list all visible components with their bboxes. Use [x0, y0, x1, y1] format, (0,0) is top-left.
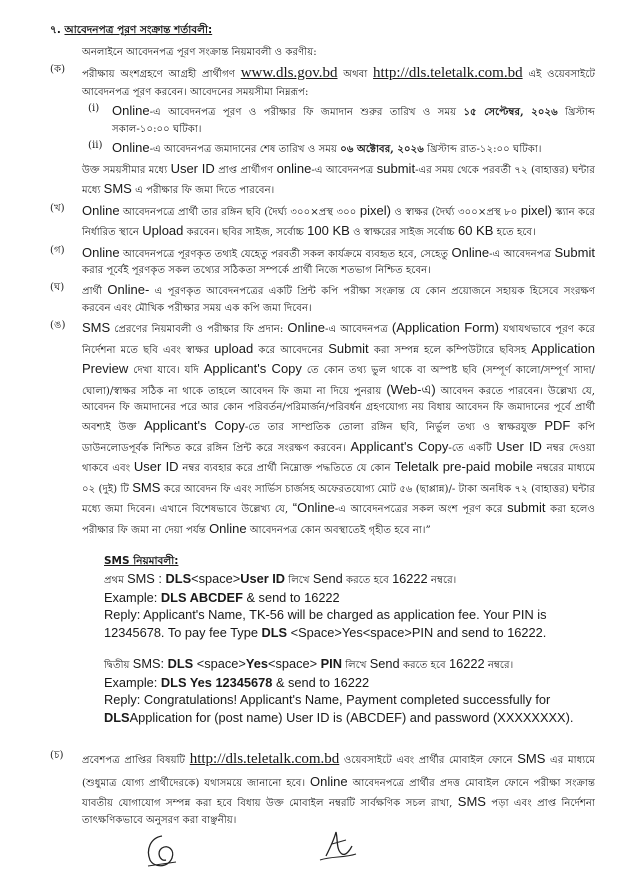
item-ga [50, 243, 595, 280]
text: করতে হবে [402, 659, 446, 671]
text: এ পূরণকৃত আবেদনপত্রের একটি প্রিন্ট কপি পরীক্ষা সংক্রান্ত যে কোন প্রয়োজনে সহায়ক হিসেবে সংরক্ষণ করবেন এবং মৌখিক পরীক্ষার সময় এক কপি জমা দিবেন। [82, 286, 595, 314]
text: হতে হবে। [496, 227, 536, 239]
text: করবেন। ছবির সাইজ, সর্বোচ্চ [186, 227, 304, 239]
item-text [82, 243, 595, 280]
text: -এ আবেদনপত্রের সকল অংশ পূরণ করে [334, 504, 503, 516]
text: Application Preview [82, 340, 595, 377]
text: SMS [82, 320, 111, 336]
text: Online [209, 520, 247, 536]
text: Upload [142, 223, 184, 239]
text: প্রাপ্ত প্রার্থীগণ [218, 164, 274, 176]
text: Application for (post name) User ID is (ABCDEF) and password (XXXXXXXX). [129, 709, 574, 725]
example-1 [104, 589, 595, 606]
text: প্রার্থী [82, 286, 103, 298]
text: আবেদনপত্রে প্রার্থীর প্রদত্ত মোবাইল ফোনে পরীক্ষা সংক্রান্ত যাবতীয় যোগাযোগ সম্পন্ন করা হবে বিধায় উক্ত মোবাইল নম্বরটি সার্বক্ষণিক সচল রাখা, [82, 777, 595, 810]
text: দ্বিতীয় [104, 659, 130, 671]
item-gha [50, 280, 595, 317]
text: আবেদনপত্র কোন অবস্থাতেই গৃহীত হবে না।” [249, 524, 431, 536]
text: নম্বর দেওয়া থাকবে এবং [82, 442, 595, 475]
text: প্রথম [104, 575, 124, 587]
text: আবেদন করতে পারবেন। উল্লেখ্য যে, আবেদন ফি জমাদানের পরে আর কোন পরিবর্তন/পরিমার্জন/পরিবর্ধন গ্রহণযোগ্য নয় বিধায় আবেদন ফি জমাদানের পূর্বে প্রার্থী অবশ্যই উক্ত [82, 385, 595, 434]
item-cha [50, 748, 595, 829]
text: User ID [133, 459, 179, 475]
text: Applicant's Copy [143, 418, 245, 434]
text: Send [369, 655, 400, 671]
text: করার পূর্বেই পূরণকৃত সকল তথ্যের সঠিকতা সম্পর্কে প্রার্থী নিজে শতভাগ নিশ্চিত হবেন। [82, 265, 431, 277]
text: 100 KB [307, 223, 350, 239]
signature-left-icon [142, 832, 182, 872]
text: -তে একটি [448, 442, 492, 454]
text: pixel) [520, 202, 552, 218]
text: নম্বরের মাধ্যমে ০২ (দুই) টি [82, 463, 595, 495]
text: Online [310, 773, 348, 789]
text: DLS Yes 12345678 [160, 675, 273, 691]
text: -এ আবেদনপত্র পূরণ ও পরীক্ষার ফি জমাদান শুরুর তারিখ ও সময় [149, 107, 457, 119]
item-text [82, 62, 595, 200]
second-sms [104, 655, 595, 726]
text: User ID [240, 571, 286, 587]
text: Online [287, 320, 325, 336]
text: DLS [165, 571, 192, 587]
text: SMS [103, 181, 132, 197]
signature-right-icon [316, 826, 360, 866]
text: পরীক্ষায় অংশগ্রহণে আগ্রহী প্রার্থীগণ [82, 68, 235, 80]
text: করা হলেও পরীক্ষার ফি জমা না দেয়া পর্যন্ত [82, 504, 595, 536]
text: “Online [292, 500, 335, 516]
text: DLS [167, 655, 194, 671]
text: Submit [554, 244, 595, 260]
text: DLS [261, 624, 288, 640]
text: ও স্বাক্ষর (দৈর্ঘ্য ৩০০×প্রস্থ ৮০ [394, 206, 518, 218]
text: SMS [517, 750, 546, 766]
text: upload [214, 340, 254, 356]
sms-rules-title [104, 553, 595, 570]
item-text [82, 748, 595, 829]
text: SMS : [127, 571, 166, 587]
text: DLS ABCDEF [160, 590, 243, 606]
text: (Web-এ) [386, 381, 436, 397]
text: খ্রিস্টাব্দ সকাল-১০:০০ ঘটিকা। [112, 107, 595, 136]
text: User ID [170, 160, 215, 176]
sub-label: (i) [88, 103, 100, 115]
text: Online- [107, 282, 150, 298]
text: পড়া এবং প্রাপ্ত নির্দেশনা তাৎক্ষণিকভাবে অনুসরণ করা বাঞ্ছনীয়। [82, 798, 595, 826]
text: করতে হবে [345, 575, 389, 587]
item-label: (খ) [50, 202, 65, 214]
text: -এ আবেদনপত্র [311, 164, 374, 176]
text: 16222 [392, 571, 428, 587]
text: অথবা [343, 68, 368, 80]
text: Online [82, 202, 120, 218]
sms-title-text: SMS নিয়মাবলী: [104, 555, 179, 568]
text: Teletalk pre-paid mobile [394, 459, 533, 475]
text: করা সম্পন্ন হলে কম্পিউটারে ছবিসহ [373, 344, 527, 356]
text: করে আবেদনের [258, 344, 324, 356]
text: Reply: Applicant's Name, TK-56 will be charged as application fee. Your PIN is 12345678. To pay fee Type [104, 607, 547, 640]
text: করে আবেদন ফি এবং সার্ভিস চার্জসহ অফেরতযোগ্য মোট ৫৬ (ছাপ্পান্ন)/- টাকা অনধিক ৭২ (বাহাত্তর) ঘন্টার মধ্যে জমা দিবেন। এখানে বিশেষভাবে উল্লেখ্য যে, [82, 483, 596, 516]
text: Applicant's Copy [350, 438, 449, 454]
text: <space> [191, 571, 241, 587]
text: & send to 16222 [272, 675, 370, 691]
text: Online [112, 140, 150, 156]
text: PIN [320, 655, 342, 671]
example-2 [104, 674, 595, 691]
text: লিখে [345, 659, 367, 671]
text: স্ক্যান করে নির্ধারিত স্থানে [82, 206, 595, 239]
text: -এ আবেদনপত্র [325, 324, 388, 336]
item-text [82, 318, 595, 539]
text: যথাযথভাবে পূরণ করে নির্দেশনা মতে ছবি এবং স্বাক্ষর [82, 324, 595, 356]
first-sms [104, 570, 595, 641]
text: Applicant's Copy [203, 361, 302, 377]
text: SMS [457, 794, 486, 810]
text: দেখা যাবে। যদি [133, 365, 199, 377]
section-number: ৭. [50, 24, 61, 36]
text: উক্ত সময়সীমার মধ্যে [82, 164, 168, 176]
sub-text [112, 101, 595, 138]
text: Yes [245, 655, 268, 671]
text: আবেদনপত্রে পূরণকৃত তথ্যই যেহেতু পরবর্তী সকল কার্যক্রমে ব্যবহৃত হবে, সেহেতু [122, 248, 449, 260]
item-label: (ঘ) [50, 282, 65, 294]
text: Reply: Congratulations! Applicant's Name, Payment completed successfully for [104, 692, 551, 708]
text: pixel) [359, 202, 391, 218]
item-text [82, 201, 595, 242]
text: Send [312, 571, 343, 587]
text: User ID [496, 438, 542, 454]
item-label: (চ) [50, 749, 64, 761]
link-teletalk[interactable]: http://dls.teletalk.com.bd [373, 64, 523, 81]
intro-text: অনলাইনে আবেদনপত্র পূরণ সংক্রান্ত নিয়মাবলী ও করণীয়: [82, 46, 317, 58]
text: <Space>Yes<space>PIN and send to 16222. [287, 624, 547, 640]
text: <space> [267, 655, 321, 671]
section-title: আবেদনপত্র পূরণ সংক্রান্ত শর্তাবলী: [64, 24, 213, 36]
text: PDF [544, 418, 571, 434]
link-teletalk-admit[interactable]: http://dls.teletalk.com.bd [189, 750, 340, 767]
text: Example: [104, 675, 161, 691]
text: নম্বরে। [487, 659, 514, 671]
text: লিখে [288, 575, 310, 587]
text: Example: [104, 590, 161, 606]
text: Online [112, 103, 150, 119]
text: ওয়েবসাইটে এবং প্রার্থীর মোবাইল ফোনে [343, 754, 513, 766]
text: submit [376, 160, 416, 176]
text: online [276, 160, 312, 176]
text: Online [82, 244, 120, 260]
item-kha [50, 201, 595, 242]
section-heading [50, 22, 595, 39]
sms-rules [100, 553, 595, 725]
text: খ্রিস্টাব্দ রাত-১২:০০ ঘটিকা। [427, 144, 542, 156]
text: Submit [328, 340, 369, 356]
text: 60 KB [457, 223, 494, 239]
text: -এ আবেদনপত্র জমাদানের শেষ তারিখ ও সময় [149, 144, 337, 156]
text: নম্বর ব্যবহার করে প্রার্থী নিম্নোক্ত পদ্ধতিতে যে কোন [182, 463, 391, 475]
text: -তে তার সাম্প্রতিক তোলা রঙ্গিন ছবি, নির্ভুল তথ্য ও স্বাক্ষরযুক্ত [244, 422, 537, 434]
text: আবেদনপত্রে প্রার্থী তার রঙ্গিন ছবি (দৈর্ঘ্য ৩০০×প্রস্থ ৩০০ [123, 206, 357, 218]
text: নম্বরে। [430, 575, 457, 587]
sub-item-1 [88, 101, 595, 138]
item-label: (ঙ) [50, 320, 66, 332]
start-date: ১৫ সেপ্টেম্বর, ২০২৬ [463, 106, 558, 119]
text: এর মাধ্যমে (শুধুমাত্র যোগ্য প্রার্থীদেরকে) যথাসময়ে জানানো হবে। [82, 754, 595, 789]
reply-2 [104, 691, 595, 726]
text: SMS: [132, 655, 168, 671]
text: কপি ডাউনলোডপূর্বক নিশ্চিত করে রঙ্গিন প্রিন্ট করে সংরক্ষণ করবেন। [82, 422, 595, 454]
text: & send to 16222 [242, 590, 340, 606]
text: SMS [132, 479, 161, 495]
link-dls-gov[interactable]: www.dls.gov.bd [240, 64, 338, 81]
text: প্রেরণের নিয়মাবলী ও পরীক্ষার ফি প্রদান: [114, 324, 284, 336]
item-ka [50, 62, 595, 200]
item-label: (গ) [50, 244, 65, 256]
text: প্রবেশপত্র প্রাপ্তির বিষয়টি [82, 754, 186, 766]
sub-item-2 [88, 138, 595, 159]
end-date: ০৬ অক্টোবর, ২০২৬ [340, 143, 424, 156]
text: DLS [104, 709, 130, 725]
item-label: (ক) [50, 63, 66, 75]
text: submit [507, 500, 546, 516]
sub-text [112, 138, 595, 159]
text: এই ওয়েবসাইটে আবেদনপত্র পূরণ করবেন। আবেদনের সময়সীমা নিম্নরূপ: [82, 68, 595, 99]
item-uma [50, 318, 595, 539]
text: ও স্বাক্ষরের সাইজ সর্বোচ্চ [353, 227, 455, 239]
sub-label: (ii) [88, 140, 103, 152]
reply-1 [104, 606, 595, 641]
text: -এ আবেদনপত্র [489, 248, 552, 260]
text: তে কোন তথ্য ভুল থাকে বা অস্পষ্ট ছবি (সম্পূর্ণ কালো/সম্পূর্ণ সাদা/ঘোলা)/স্বাক্ষর সঠিক না থাকে তাহলে আবেদন ফি জমা না দিয়ে পুনরায় [82, 365, 595, 397]
text: (Application Form) [391, 320, 499, 336]
text: এ পরীক্ষার ফি জমা দিতে পারবেন। [135, 185, 275, 197]
text: <space> [193, 655, 246, 671]
text: -এর সময় থেকে পরবর্তী ৭২ (বাহাত্তর) ঘন্টার মধ্যে [82, 164, 595, 197]
text: Online [451, 244, 490, 260]
item-text [82, 280, 595, 317]
text: 16222 [448, 655, 485, 671]
